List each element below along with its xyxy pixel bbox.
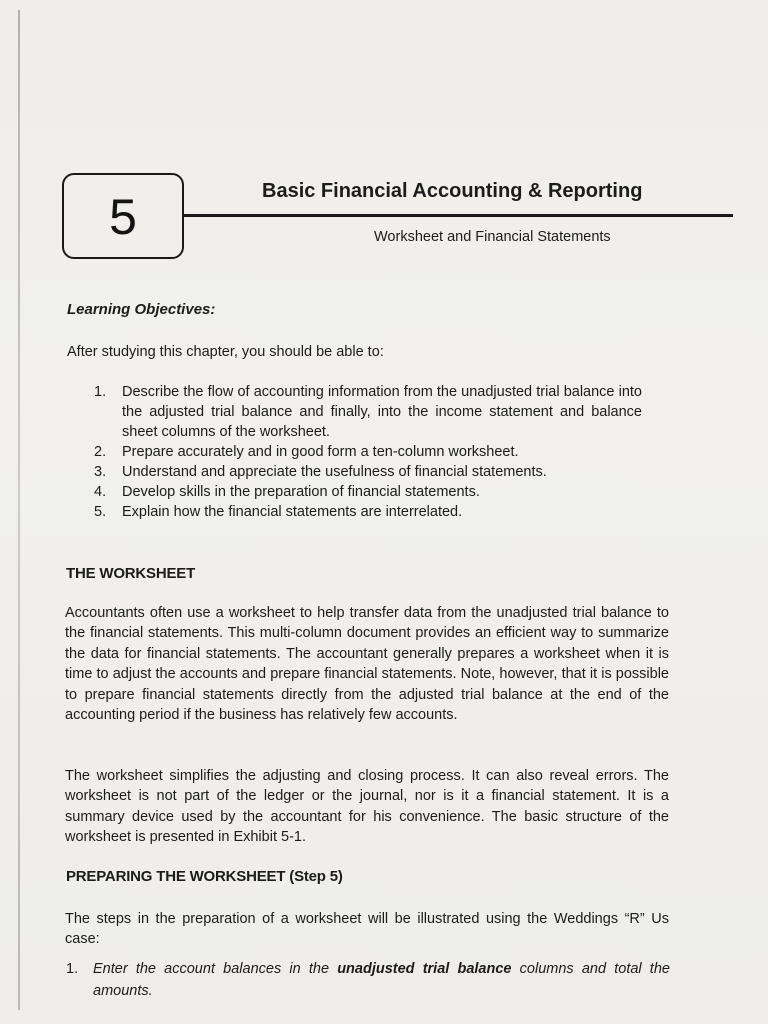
step-text-start: Enter the account balances in the bbox=[93, 961, 338, 977]
worksheet-paragraph-2: The worksheet simplifies the adjusting and closing process. It can also reveal errors. The worksheet is not part of the ledger or the journal, nor is it a financial statement. It is a summary device used by the accountant for his convenience. The basic structure of the worksheet is presented in Exhibit 5-1. bbox=[65, 768, 669, 846]
step-text-end: columns and total the amounts. bbox=[93, 961, 670, 999]
list-item-text: Describe the flow of accounting information from the unadjusted trial balance into the adjusted trial balance and finally, into the income statement and balance sheet columns of the worksheet. bbox=[122, 384, 642, 440]
list-item bbox=[94, 462, 642, 482]
worksheet-paragraph-1: Accountants often use a worksheet to help transfer data from the unadjusted trial balance to the financial statements. This multi-column document provides an efficient way to summarize the data for financial statements. The accountant generally prepares a worksheet when it is time to adjust the accounts and prepare financial statements. Note, however, that it is possible to prepare financial statements directly from the adjusted trial balance at the end of the accounting period if the business has relatively few accounts. bbox=[65, 605, 669, 724]
learning-objectives-lead: After studying this chapter, you should be able to: bbox=[67, 344, 384, 360]
list-item-text: Understand and appreciate the usefulness of financial statements. bbox=[122, 464, 547, 480]
step-text bbox=[66, 958, 670, 1002]
list-item bbox=[94, 502, 642, 522]
preparing-section-heading: PREPARING THE WORKSHEET (Step 5) bbox=[66, 868, 343, 885]
list-item bbox=[94, 382, 642, 442]
step-list-item bbox=[66, 958, 670, 1002]
list-item-number: 4. bbox=[94, 484, 107, 500]
worksheet-section-heading: THE WORKSHEET bbox=[66, 565, 196, 582]
chapter-number: 5 bbox=[109, 189, 137, 245]
list-item-number: 3. bbox=[94, 464, 107, 480]
list-item-number: 2. bbox=[94, 444, 107, 460]
list-item-number: 5. bbox=[94, 504, 107, 520]
list-item-number: 1. bbox=[94, 384, 107, 400]
chapter-number-box bbox=[62, 173, 184, 259]
list-item-text: Prepare accurately and in good form a ten-column worksheet. bbox=[122, 444, 519, 460]
chapter-subtitle: Worksheet and Financial Statements bbox=[374, 229, 611, 245]
list-item-text: Explain how the financial statements are interrelated. bbox=[122, 504, 463, 520]
step-number: 1. bbox=[66, 961, 79, 977]
learning-objectives-heading: Learning Objectives: bbox=[67, 301, 216, 318]
list-item-text: Develop skills in the preparation of financial statements. bbox=[122, 484, 480, 500]
header-rule bbox=[184, 214, 733, 217]
book-title: Basic Financial Accounting & Reporting bbox=[262, 180, 643, 202]
page-binding-edge bbox=[18, 10, 20, 1010]
learning-objectives-list bbox=[94, 382, 642, 522]
list-item bbox=[94, 442, 642, 462]
step-text-emphasis: unadjusted trial balance bbox=[337, 961, 512, 977]
preparing-intro: The steps in the preparation of a worksheet will be illustrated using the Weddings “R” Us case: bbox=[65, 911, 669, 948]
list-item bbox=[94, 482, 642, 502]
